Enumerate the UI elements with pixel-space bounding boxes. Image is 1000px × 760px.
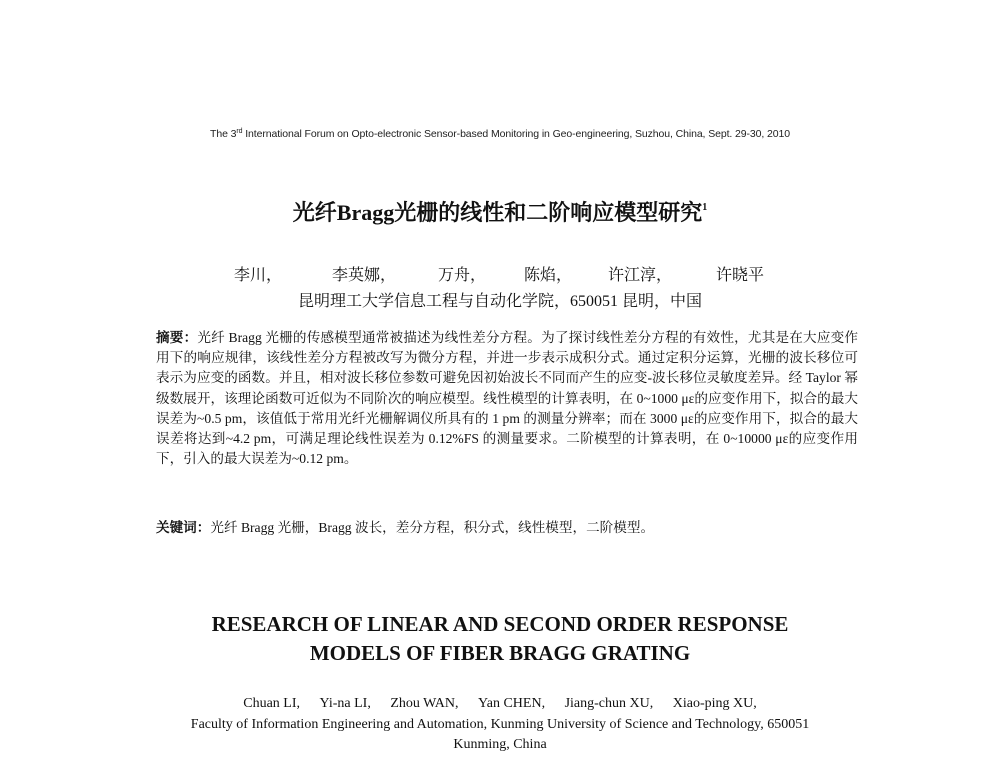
title-footnote-marker: 1 xyxy=(702,202,708,213)
chinese-affiliation: 昆明理工大学信息工程与自动化学院，650051 昆明，中国 xyxy=(297,293,702,310)
cn-author: 李英娜， xyxy=(332,267,397,284)
conference-sup: rd xyxy=(236,128,243,135)
english-title-line-2: MODELS OF FIBER BRAGG GRATING xyxy=(309,641,691,665)
abstract-text: 光纤 Bragg 光栅的传感模型通常被描述为线性差分方程。为了探讨线性差分方程的有效性，尤其是在大应变作用下的响应规律，该线性差分方程被改写为微分方程，并进一步表示成积分式。通过定积分运算，光栅的波长移位可表示为应变的函数。并且，相对波长移位参数可避免因初始波长不同而产生的应变-波长移位灵敏度差异。经 Taylor 幂级数展开，该理论函数可近似为不同阶次的响应模型。线性模型的计算表明，在 0~1000 με的应变作用下，拟合的最大误差为~0.5 pm，该值低于常用光纤光栅解调仪所具有的 1 pm 的测量分辨率；而在 3000 με的应变作用下，拟合的最大误差将达到~4.2 pm，可满足理论线性误差为 0.12%FS 的测量要求。二阶模型的计算表明，在 0~10000 με的应变作用下，引入的最大误差为~0.12 pm。 xyxy=(156,330,859,467)
keywords-text: 光纤 Bragg 光栅，Bragg 波长，差分方程，积分式，线性模型，二阶模型。 xyxy=(210,520,655,535)
keywords-label: 关键词： xyxy=(156,520,211,535)
cn-author: 万舟， xyxy=(438,267,487,284)
english-authors xyxy=(0,696,1000,712)
chinese-abstract xyxy=(156,328,858,469)
en-author: Jiang-chun XU, xyxy=(564,696,654,711)
cn-author: 陈焰， xyxy=(524,267,573,284)
cn-author: 李川， xyxy=(234,267,283,284)
abstract-label: 摘要： xyxy=(156,330,198,345)
en-author: Yan CHEN, xyxy=(478,696,546,711)
chinese-title xyxy=(0,196,1000,227)
conference-suffix: International Forum on Opto-electronic Sensor-based Monitoring in Geo-engineering, Suzhou, China, Sept. 29-30, 2010 xyxy=(242,128,790,140)
en-author: Yi-na LI, xyxy=(319,696,371,711)
conference-prefix: The 3 xyxy=(210,128,237,140)
english-title xyxy=(0,610,1000,668)
en-author: Zhou WAN, xyxy=(390,696,459,711)
en-author: Xiao-ping XU, xyxy=(672,696,757,711)
chinese-authors xyxy=(234,262,774,286)
cn-author: 许江淳， xyxy=(608,267,673,284)
en-author: Chuan LI, xyxy=(243,696,301,711)
chinese-keywords xyxy=(156,518,858,538)
english-title-line-1: RESEARCH OF LINEAR AND SECOND ORDER RESPONSE xyxy=(211,612,789,636)
chinese-title-text: 光纤Bragg光栅的线性和二阶响应模型研究 xyxy=(292,200,703,225)
english-affiliation: Faculty of Information Engineering and Automation, Kunming University of Science and Technology, 650051 xyxy=(190,717,810,732)
conference-header xyxy=(0,128,1000,140)
cn-author: 许晓平 xyxy=(716,267,765,284)
english-city: Kunming, China xyxy=(453,737,547,752)
